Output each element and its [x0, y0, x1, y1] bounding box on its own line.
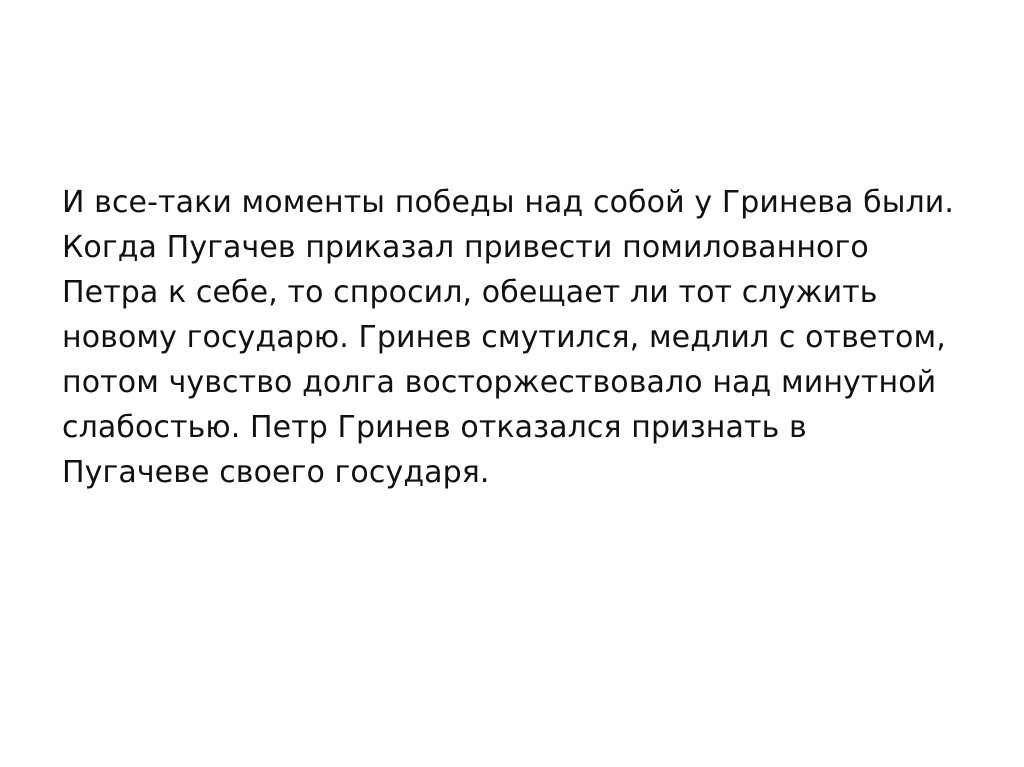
body-paragraph: И все-таки моменты победы над собой у Гринева были. Когда Пугачев приказал привести помилованного Петра к себе, то спросил, обещает ли тот служить новому государю. Гринев смутился, медлил с ответом, потом чувство долга восторжествовало над минутной слабостью. Петр Гринев отказался признать в Пугачеве своего государя.	[62, 185, 964, 490]
body-text-block	[62, 180, 962, 495]
